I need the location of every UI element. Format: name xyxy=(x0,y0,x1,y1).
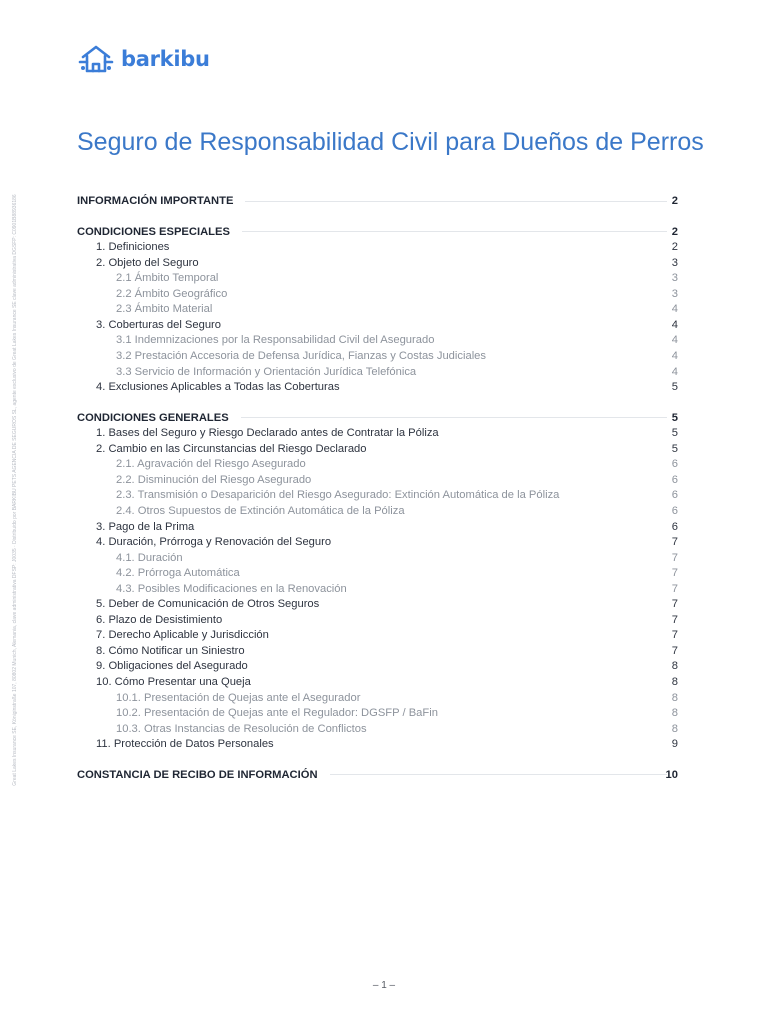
page-title: Seguro de Responsabilidad Civil para Dueños de Perros xyxy=(77,128,704,156)
toc-entry-page: 5 xyxy=(671,411,678,424)
toc-entry-label: 5. Deber de Comunicación de Otros Seguros xyxy=(96,598,320,611)
toc-entry-page: 6 xyxy=(671,473,678,486)
page-number: – 1 – xyxy=(372,980,396,991)
toc-entry-page: 6 xyxy=(671,520,678,533)
toc-entry[interactable] xyxy=(77,317,681,333)
toc-entry-label: CONSTANCIA DE RECIBO DE INFORMACIÓN xyxy=(77,768,318,781)
toc-entry[interactable] xyxy=(77,596,681,612)
toc-entry-label: 4.2. Prórroga Automática xyxy=(116,567,240,580)
toc-entry[interactable] xyxy=(77,379,681,395)
toc-leader-line xyxy=(242,231,667,232)
toc-entry[interactable] xyxy=(77,519,681,535)
toc-leader-line xyxy=(241,417,667,418)
toc-entry-label: 2. Cambio en las Circunstancias del Riesgo Declarado xyxy=(96,442,367,455)
toc-entry[interactable] xyxy=(77,472,681,488)
toc-entry-page: 7 xyxy=(671,567,678,580)
toc-entry[interactable] xyxy=(77,643,681,659)
toc-entry-label: 7. Derecho Aplicable y Jurisdicción xyxy=(96,629,269,642)
toc-entry[interactable] xyxy=(77,550,681,566)
toc-entry-page: 5 xyxy=(671,427,678,440)
toc-entry-page: 5 xyxy=(671,442,678,455)
toc-entry-page: 7 xyxy=(671,629,678,642)
toc-entry-page: 2 xyxy=(671,225,678,238)
toc-entry-label: 1. Definiciones xyxy=(96,241,170,254)
toc-entry-page: 8 xyxy=(671,660,678,673)
toc-entry[interactable] xyxy=(77,565,681,581)
toc-entry-label: 3. Coberturas del Seguro xyxy=(96,318,222,331)
toc-entry-page: 7 xyxy=(671,598,678,611)
toc-entry[interactable] xyxy=(77,581,681,597)
toc-entry-page: 7 xyxy=(671,551,678,564)
toc-entry-label: 3.3 Servicio de Información y Orientación Jurídica Telefónica xyxy=(116,365,417,378)
toc-entry[interactable] xyxy=(77,674,681,690)
toc-entry-label: 3.1 Indemnizaciones por la Responsabilidad Civil del Asegurado xyxy=(116,334,435,347)
toc-entry[interactable] xyxy=(77,286,681,302)
toc-entry-page: 7 xyxy=(671,613,678,626)
toc-entry[interactable] xyxy=(77,364,681,380)
toc-entry[interactable] xyxy=(77,612,681,628)
toc-entry-page: 7 xyxy=(671,536,678,548)
toc-entry-label: 2.4. Otros Supuestos de Extinción Automática de la Póliza xyxy=(116,504,405,517)
toc-entry-page: 3 xyxy=(671,272,678,285)
toc-entry-page: 4 xyxy=(671,334,678,347)
toc-entry[interactable] xyxy=(77,705,681,721)
toc-entry-page: 3 xyxy=(671,256,678,269)
toc-entry-label: 2.1 Ámbito Temporal xyxy=(116,272,219,285)
toc-entry-page: 6 xyxy=(671,489,678,502)
toc-section-heading[interactable] xyxy=(77,410,681,426)
toc-entry[interactable] xyxy=(77,627,681,643)
toc-entry-page: 2 xyxy=(671,241,678,254)
toc-entry[interactable] xyxy=(77,255,681,271)
toc-entry-page: 8 xyxy=(671,707,678,719)
toc-entry-page: 8 xyxy=(671,691,678,704)
toc-entry-label: 4. Exclusiones Aplicables a Todas las Coberturas xyxy=(96,381,340,394)
toc-entry-page: 6 xyxy=(671,504,678,517)
brand-name: barkibu xyxy=(121,47,210,71)
toc-entry-label: 8. Cómo Notificar un Siniestro xyxy=(96,644,245,657)
toc-entry-label: 10.1. Presentación de Quejas ante el Asegurador xyxy=(116,691,361,704)
toc-entry-page: 4 xyxy=(671,318,678,331)
toc-entry-page: 6 xyxy=(671,458,678,471)
toc-entry-label: 3. Pago de la Prima xyxy=(96,520,195,533)
toc-entry-label: 10. Cómo Presentar una Queja xyxy=(96,675,251,688)
dog-house-logo-icon xyxy=(77,44,115,74)
toc-entry[interactable] xyxy=(77,301,681,317)
toc-entry-page: 4 xyxy=(671,350,678,362)
toc-entry-label: CONDICIONES ESPECIALES xyxy=(77,225,230,238)
toc-entry[interactable] xyxy=(77,348,681,364)
toc-entry-page: 9 xyxy=(671,738,678,751)
toc-entry[interactable] xyxy=(77,239,681,255)
toc-entry-label: INFORMACIÓN IMPORTANTE xyxy=(77,195,234,207)
toc-entry[interactable] xyxy=(77,503,681,519)
toc-entry-label: 10.2. Presentación de Quejas ante el Regulador: DGSFP / BaFin xyxy=(116,707,438,719)
toc-entry[interactable] xyxy=(77,736,681,752)
toc-entry[interactable] xyxy=(77,534,681,550)
toc-entry[interactable] xyxy=(77,441,681,457)
toc-entry[interactable] xyxy=(77,456,681,472)
toc-section-heading[interactable] xyxy=(77,767,681,783)
toc-entry[interactable] xyxy=(77,658,681,674)
toc-leader-line xyxy=(245,201,667,202)
toc-entry-page: 2 xyxy=(671,195,678,207)
toc-entry-page: 8 xyxy=(671,722,678,735)
toc-entry[interactable] xyxy=(77,425,681,441)
toc-section-heading[interactable] xyxy=(77,224,681,240)
toc-entry-page: 3 xyxy=(671,287,678,300)
toc-entry[interactable] xyxy=(77,690,681,706)
toc-entry-label: 3.2 Prestación Accesoria de Defensa Jurídica, Fianzas y Costas Judiciales xyxy=(116,350,486,362)
toc-entry-page: 4 xyxy=(671,303,678,316)
toc-entry-label: 10.3. Otras Instancias de Resolución de Conflictos xyxy=(116,722,367,735)
toc-entry-label: 11. Protección de Datos Personales xyxy=(96,738,274,751)
toc-entry-label: 2.3 Ámbito Material xyxy=(116,303,213,316)
toc-entry[interactable] xyxy=(77,487,681,503)
toc-entry[interactable] xyxy=(77,332,681,348)
toc-entry-label: 2.2 Ámbito Geográfico xyxy=(116,287,228,300)
toc-entry-page: 7 xyxy=(671,582,678,595)
toc-entry-label: 2. Objeto del Seguro xyxy=(96,256,199,269)
toc-entry-label: 4.1. Duración xyxy=(116,551,183,564)
toc-entry-page: 7 xyxy=(671,644,678,657)
toc-leader-line xyxy=(330,774,667,775)
toc-entry-page: 4 xyxy=(671,365,678,378)
toc-entry-label: 9. Obligaciones del Asegurado xyxy=(96,660,248,673)
toc-section-heading[interactable] xyxy=(77,193,681,209)
toc-entry-label: 2.2. Disminución del Riesgo Asegurado xyxy=(116,473,312,486)
toc-entry-label: 4.3. Posibles Modificaciones en la Renovación xyxy=(116,582,347,595)
toc-entry-page: 8 xyxy=(671,675,678,688)
toc-entry-page: 10 xyxy=(665,768,678,781)
toc-entry-label: CONDICIONES GENERALES xyxy=(77,411,229,424)
toc-entry-label: 6. Plazo de Desistimiento xyxy=(96,613,223,626)
toc-entry-label: 2.3. Transmisión o Desaparición del Riesgo Asegurado: Extinción Automática de la Póliza xyxy=(116,489,560,502)
legal-side-note: Great Lakes Insurance SE, Königinstraße 107, 80802 Munich, Alemania, clave administrativa DFSP: J0035 · Distribuido por BARKIBU PETS AGENCIA DE SEGUROS SL, agente exclusivo de Great Lakes Insurance SE clave administrativa DGSFP: C0901B88936186 xyxy=(12,194,18,786)
brand-logo xyxy=(77,44,210,74)
toc-entry-label: 4. Duración, Prórroga y Renovación del Seguro xyxy=(96,536,332,548)
toc-entry-label: 1. Bases del Seguro y Riesgo Declarado antes de Contratar la Póliza xyxy=(96,427,439,440)
toc-entry-page: 5 xyxy=(671,381,678,394)
toc-entry[interactable] xyxy=(77,721,681,737)
toc-entry[interactable] xyxy=(77,270,681,286)
toc-entry-label: 2.1. Agravación del Riesgo Asegurado xyxy=(116,458,306,471)
